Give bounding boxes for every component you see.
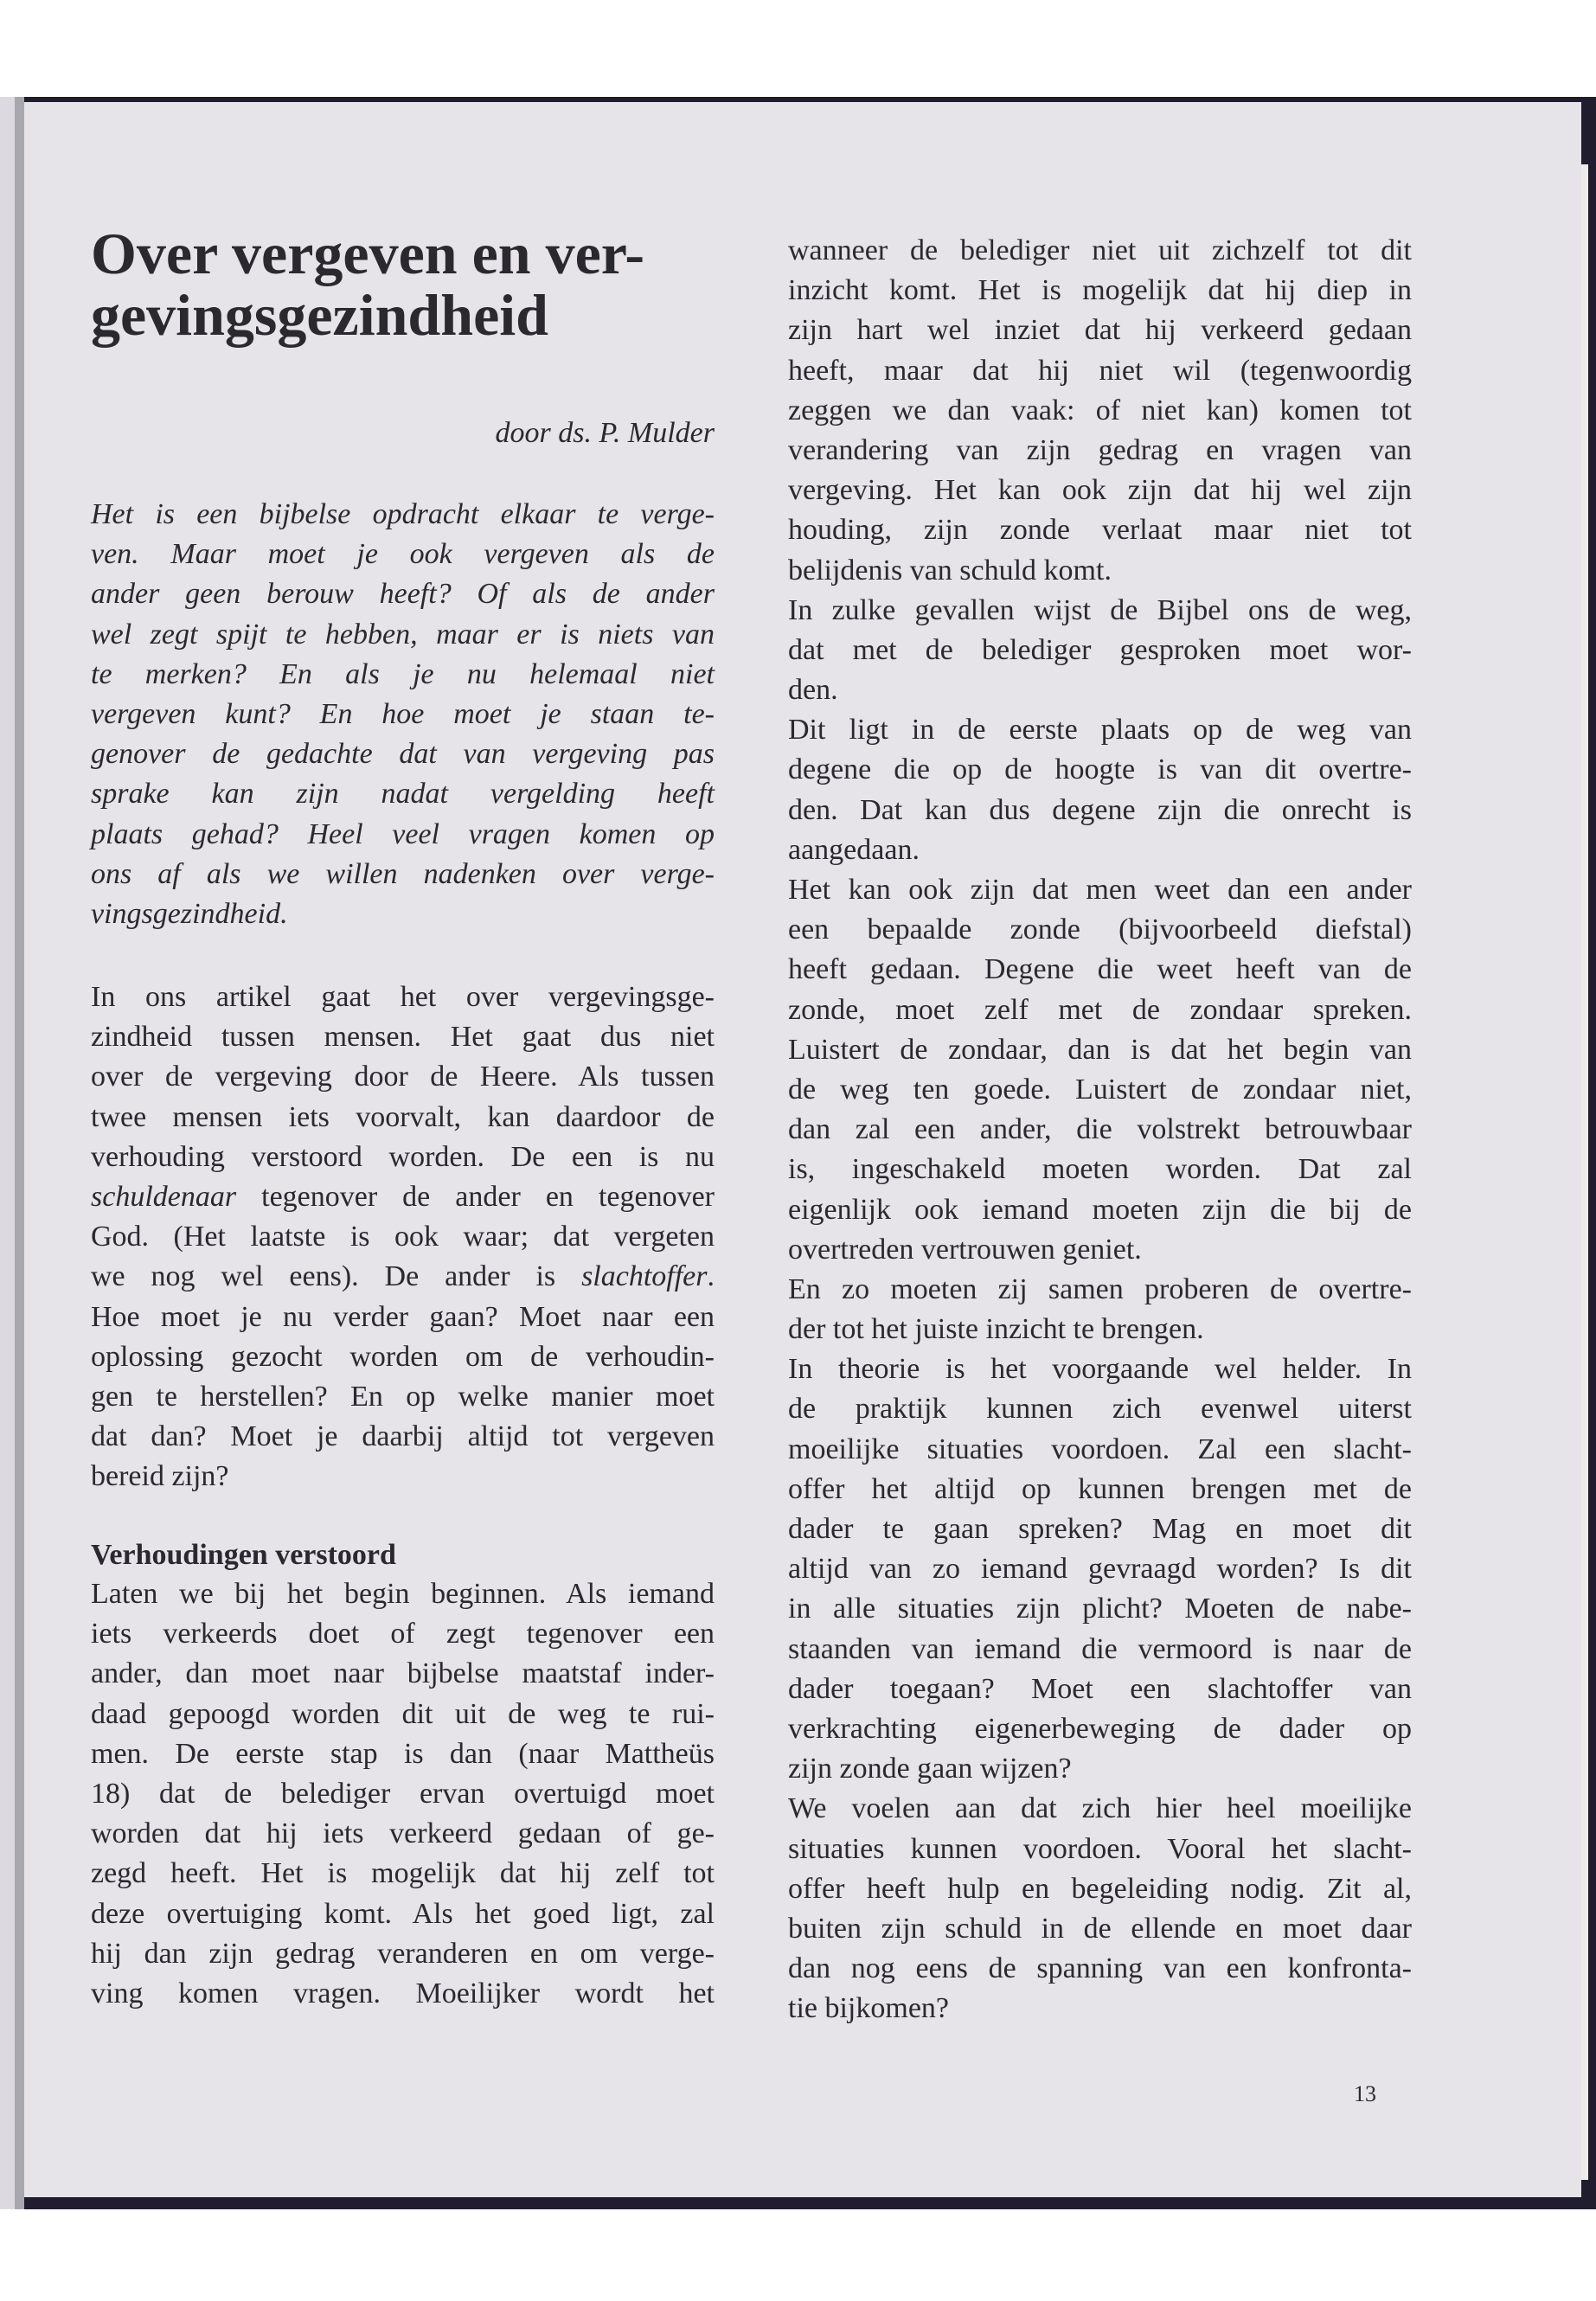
text-line: altijd van zo iemand gevraagd worden? Is dit xyxy=(788,1553,1412,1586)
intro-paragraph xyxy=(91,495,715,934)
text-line: En zo moeten zij samen proberen de overtre- xyxy=(788,1272,1412,1305)
text-line: degene die op de hoogte is van dit overtre- xyxy=(788,753,1412,786)
text-line: inzicht komt. Het is mogelijk dat hij diep in xyxy=(788,274,1412,307)
text-line: wanneer de belediger niet uit zichzelf tot dit xyxy=(788,234,1412,266)
page-binding-edge xyxy=(15,97,24,2209)
text-line: wel zegt spijt te hebben, maar er is niets van xyxy=(91,618,715,651)
text-line: We voelen aan dat zich hier heel moeilijke xyxy=(788,1792,1412,1825)
body-paragraph-1 xyxy=(91,977,715,1497)
scan-left-edge xyxy=(0,97,15,2209)
text-line: 18) dat de belediger ervan overtuigd moet xyxy=(91,1777,715,1810)
text-line: dan nog eens de spanning van een konfronta- xyxy=(788,1952,1412,1985)
text-line: in alle situaties zijn plicht? Moeten de nabe- xyxy=(788,1593,1412,1625)
text-line: ander, dan moet naar bijbelse maatstaf inder- xyxy=(91,1657,715,1690)
emphasized-term: slachtoffer xyxy=(581,1260,708,1293)
text-line: ander geen berouw heeft? Of als de ander xyxy=(91,578,715,611)
text-line: over de vergeving door de Heere. Als tussen xyxy=(91,1061,715,1093)
title-line: gevingsgezindheid xyxy=(91,282,548,348)
text-line: situaties kunnen voordoen. Vooral het slacht- xyxy=(788,1832,1412,1865)
text-line: zeggen we dan vaak: of niet kan) komen tot xyxy=(788,394,1412,426)
text-line: de weg ten goede. Luistert de zondaar niet, xyxy=(788,1073,1412,1106)
text-line: hij dan zijn gedrag veranderen en om verge- xyxy=(91,1937,715,1970)
text-line: houding, zijn zonde verlaat maar niet tot xyxy=(788,514,1412,547)
text-line xyxy=(91,1177,715,1217)
text-line: iets verkeerds doet of zegt tegenover een xyxy=(91,1618,715,1650)
text-line: Het kan ook zijn dat men weet dan een ander xyxy=(788,874,1412,906)
text-line: heeft gedaan. Degene die weet heeft van de xyxy=(788,953,1412,986)
text-line: Hoe moet je nu verder gaan? Moet naar een xyxy=(91,1300,715,1333)
text-line: zegd heeft. Het is mogelijk dat hij zelf tot xyxy=(91,1857,715,1890)
text-line: belijdenis van schuld komt. xyxy=(788,554,1112,586)
text-segment: tegenover de ander en tegenover xyxy=(236,1180,715,1213)
text-line: In zulke gevallen wijst de Bijbel ons de weg, xyxy=(788,593,1412,626)
page-right-edge xyxy=(1581,164,1588,2180)
text-line: eigenlijk ook iemand moeten zijn die bij de xyxy=(788,1193,1412,1226)
text-line: Het is een bijbelse opdracht elkaar te verge- xyxy=(91,498,715,530)
text-segment: we nog wel eens). De ander is xyxy=(91,1260,582,1293)
text-line: is, ingeschakeld moeten worden. Dat zal xyxy=(788,1153,1412,1186)
text-line: twee mensen iets voorvalt, kan daardoor de xyxy=(91,1100,715,1133)
text-line: oplossing gezocht worden om de verhoudin- xyxy=(91,1340,715,1373)
page-number: 13 xyxy=(1354,2081,1376,2106)
text-line: deze overtuiging komt. Als het goed ligt, zal xyxy=(91,1897,715,1930)
text-line: ons af als we willen nadenken over verge- xyxy=(91,857,715,890)
text-line: Dit ligt in de eerste plaats op de weg van xyxy=(788,714,1412,747)
text-line: zijn zonde gaan wijzen? xyxy=(788,1753,1072,1785)
text-line: vergeven kunt? En hoe moet je staan te- xyxy=(91,697,715,730)
text-line: offer het altijd op kunnen brengen met de xyxy=(788,1472,1412,1505)
body-paragraph-2 xyxy=(91,1574,715,2014)
text-line: staanden van iemand die vermoord is naar de xyxy=(788,1632,1412,1665)
text-line: aangedaan. xyxy=(788,833,920,866)
text-line: God. (Het laatste is ook waar; dat vergeten xyxy=(91,1221,715,1253)
text-line: verandering van zijn gedrag en vragen van xyxy=(788,433,1412,466)
text-line: verhouding verstoord worden. De een is nu xyxy=(91,1140,715,1173)
text-line: dader te gaan spreken? Mag en moet dit xyxy=(788,1513,1412,1545)
text-line: offer heeft hulp en begeleiding nodig. Zit al, xyxy=(788,1872,1412,1905)
text-line: den. xyxy=(788,674,838,707)
text-line xyxy=(91,1257,715,1297)
text-line: overtreden vertrouwen geniet. xyxy=(788,1233,1142,1266)
section-heading: Verhoudingen verstoord xyxy=(91,1539,396,1571)
text-line: een bepaalde zonde (bijvoorbeeld diefstal) xyxy=(788,913,1412,946)
text-line: gen te herstellen? En op welke manier moet xyxy=(91,1380,715,1413)
text-line: zonde, moet zelf met de zondaar spreken. xyxy=(788,993,1412,1026)
text-line: moeilijke situaties voordoen. Zal een slacht- xyxy=(788,1433,1412,1465)
text-line: dat met de belediger gesproken moet wor- xyxy=(788,633,1412,666)
text-line: bereid zijn? xyxy=(91,1460,229,1493)
text-line: Luistert de zondaar, dan is dat het begin van xyxy=(788,1033,1412,1066)
text-line: worden dat hij iets verkeerd gedaan of ge- xyxy=(91,1817,715,1850)
text-line: dader toegaan? Moet een slachtoffer van xyxy=(788,1672,1412,1705)
text-line: buiten zijn schuld in de ellende en moet daar xyxy=(788,1912,1412,1945)
text-line: vergeving. Het kan ook zijn dat hij wel zijn xyxy=(788,474,1412,507)
article-title xyxy=(91,223,718,346)
text-line: tie bijkomen? xyxy=(788,1992,950,2025)
text-segment: . xyxy=(707,1260,715,1293)
text-line: den. Dat kan dus degene zijn die onrecht is xyxy=(788,793,1412,826)
text-line: dat dan? Moet je daarbij altijd tot vergeven xyxy=(91,1420,715,1453)
text-line: daad gepoogd worden dit uit de weg te rui- xyxy=(91,1697,715,1730)
text-line: zijn hart wel inziet dat hij verkeerd gedaan xyxy=(788,314,1412,347)
text-line: dan zal een ander, die volstrekt betrouwbaar xyxy=(788,1113,1412,1146)
text-line: plaats gehad? Heel veel vragen komen op xyxy=(91,817,715,850)
text-line: In ons artikel gaat het over vergevingsge- xyxy=(91,981,715,1013)
text-line: de praktijk kunnen zich evenwel uiterst xyxy=(788,1393,1412,1426)
text-line: ven. Maar moet je ook vergeven als de xyxy=(91,538,715,571)
text-line: te merken? En als je nu helemaal niet xyxy=(91,657,715,690)
text-line: ving komen vragen. Moeilijker wordt het xyxy=(91,1977,715,2009)
text-line: vingsgezindheid. xyxy=(91,897,288,930)
byline: door ds. P. Mulder xyxy=(495,417,715,449)
right-column-text xyxy=(788,231,1412,2029)
title-line: Over vergeven en ver- xyxy=(91,221,645,286)
text-line: In theorie is het voorgaande wel helder. In xyxy=(788,1353,1412,1386)
text-line: der tot het juiste inzicht te brengen. xyxy=(788,1313,1204,1346)
text-line: verkrachting eigenerbeweging de dader op xyxy=(788,1712,1412,1745)
text-line: Laten we bij het begin beginnen. Als iemand xyxy=(91,1578,715,1610)
text-line: sprake kan zijn nadat vergelding heeft xyxy=(91,778,715,811)
text-line: heeft, maar dat hij niet wil (tegenwoordig xyxy=(788,354,1412,387)
text-line: genover de gedachte dat van vergeving pas xyxy=(91,738,715,771)
text-line: zindheid tussen mensen. Het gaat dus niet xyxy=(91,1021,715,1054)
text-line: men. De eerste stap is dan (naar Mattheüs xyxy=(91,1737,715,1770)
emphasized-term: schuldenaar xyxy=(91,1180,237,1213)
